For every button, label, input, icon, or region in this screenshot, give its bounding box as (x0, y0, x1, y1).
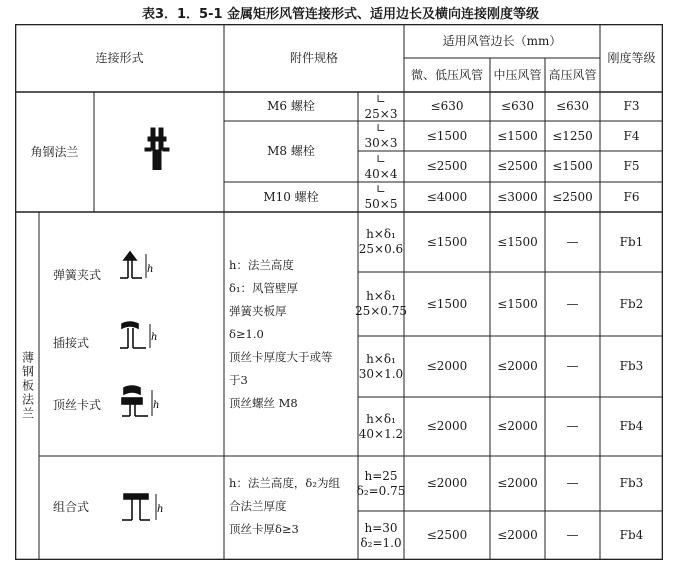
combined-row2-grade: Fb4 (619, 528, 644, 542)
angle-row1-size: ∟ 25×3 (364, 91, 398, 121)
header-rigidity-grade: 刚度等级 (607, 50, 656, 65)
form-spring-clip: 弹簧夹式 (53, 267, 102, 282)
combined-row1-mid: ≤2000 (497, 476, 538, 490)
angle-row3-mid: ≤2500 (497, 159, 538, 173)
angle-row1-low: ≤630 (430, 99, 464, 113)
thin-row2-size-line2: 25×0.75 (354, 304, 408, 318)
thin-row4-size (358, 397, 404, 456)
combined-row2-mid: ≤2000 (497, 528, 538, 542)
combined-row2-low: ≤2500 (426, 528, 468, 542)
thin-row4-size-line1: h×δ₁ (366, 411, 396, 426)
thin-row1-low: ≤1500 (426, 234, 468, 249)
angle-m8-bolt: M8 螺栓 (267, 144, 315, 158)
combined-row1-grade: Fb3 (619, 476, 644, 490)
thin-row4-high: — (566, 419, 579, 433)
angle-row4-bolt: M10 螺栓 (263, 189, 319, 204)
form-plug-in: 插接式 (53, 335, 90, 350)
thin-row3-low: ≤2000 (426, 359, 468, 373)
thin-row4-mid: ≤2000 (497, 419, 538, 433)
thin-row1-size (358, 212, 404, 272)
combined-row1-size-line1: h=25 (364, 468, 398, 483)
combined-row2-size-line1: h=30 (364, 520, 398, 535)
table-title: 表3．1．5-1 金属矩形风管连接形式、适用边长及横向连接刚度等级 (141, 7, 540, 22)
spec-line-2: δ₁：风管壁厚 (229, 281, 299, 295)
header-micro-low-pressure: 微、低压风管 (410, 67, 483, 82)
thin-row2-mid: ≤1500 (497, 296, 538, 311)
thin-row2-size-line1: h×δ₁ (366, 289, 396, 303)
spec-line-7: 顶丝螺丝 M8 (229, 396, 298, 410)
angle-row4-high: ≤2500 (552, 189, 593, 204)
fig-h-label-2: h (151, 332, 158, 343)
header-connection-form: 连接形式 (95, 50, 144, 65)
header-high-pressure: 高压风管 (548, 67, 597, 82)
angle-row3-high: ≤1500 (552, 159, 593, 173)
thin-row2-grade: Fb2 (619, 296, 644, 311)
angle-row4-low: ≤4000 (426, 189, 468, 204)
combined-row1-high: — (566, 476, 579, 490)
angle-row2-mid: ≤1500 (497, 128, 538, 143)
header-medium-pressure: 中压风管 (493, 67, 542, 82)
angle-row1-high: ≤630 (556, 99, 589, 113)
thin-row2-high: — (566, 296, 579, 311)
thin-row3-high: — (566, 359, 579, 373)
thin-row4-low: ≤2000 (426, 419, 468, 433)
form-combined: 组合式 (53, 499, 90, 514)
spec-line-4: δ≥1.0 (229, 327, 264, 341)
thin-row4-grade: Fb4 (619, 419, 644, 433)
angle-row1-bolt: M6 螺栓 (267, 99, 315, 113)
angle-flange-figure (137, 124, 177, 174)
top-screw-clip-figure (118, 382, 162, 426)
combined-figure (118, 486, 166, 530)
thin-row1-size-line1: h×δ₁ (366, 227, 396, 241)
combined-spec-line-1: h：法兰高度，δ₂为组 (229, 476, 340, 490)
angle-row3-low: ≤2500 (426, 159, 468, 173)
spec-line-1: h：法兰高度 (229, 258, 294, 272)
spec-line-6: 于3 (229, 373, 248, 387)
thin-row3-grade: Fb3 (619, 359, 644, 373)
angle-row2-low: ≤1500 (426, 128, 468, 143)
angle-row3-grade: F5 (623, 159, 640, 173)
angle-row4-size: ∟ 50×5 (364, 182, 398, 211)
thin-row1-mid: ≤1500 (497, 234, 538, 249)
angle-row4-mid: ≤3000 (497, 189, 538, 204)
thin-plate-flange-label: 薄钢板法兰 (20, 351, 35, 421)
fig-h-label-3: h (153, 400, 160, 411)
thin-row1-grade: Fb1 (619, 234, 644, 249)
thin-row3-size-line1: h×δ₁ (366, 351, 396, 366)
combined-spec-line-2: 合法兰厚度 (229, 499, 287, 513)
combined-row1-low: ≤2000 (426, 476, 468, 490)
plug-in-figure (118, 318, 158, 358)
angle-row3-size: ∟ 40×4 (364, 151, 398, 181)
combined-spec-line-3: 顶丝卡厚δ≥3 (229, 522, 299, 536)
combined-row1-size-line2: δ₂=0.75 (356, 483, 406, 498)
thin-row1-size-line2: 25×0.6 (358, 242, 404, 256)
thin-row2-size (354, 272, 408, 336)
angle-row1-mid: ≤630 (501, 99, 534, 113)
spring-clip-figure (118, 248, 154, 286)
thin-row1-high: — (566, 234, 579, 249)
thin-row3-size (358, 336, 404, 397)
spec-line-5: 顶丝卡厚度大于或等 (229, 350, 333, 364)
angle-row2-size: ∟ 30×3 (364, 121, 398, 150)
thin-row3-size-line2: 30×1.0 (358, 366, 404, 381)
spec-line-3: 弹簧夹板厚 (229, 304, 287, 318)
header-fitting-spec: 附件规格 (289, 50, 338, 65)
rigidity-table (15, 24, 663, 560)
form-top-screw-clip: 顶丝卡式 (53, 397, 102, 412)
header-edge-length: 适用风管边长（mm） (442, 33, 562, 48)
fig-h-label-1: h (147, 264, 154, 275)
angle-row2-grade: F4 (623, 128, 640, 143)
angle-row2-high: ≤1250 (552, 128, 593, 143)
combined-row2-high: — (566, 528, 579, 542)
thin-plate-spec-notes (229, 254, 357, 415)
combined-row1-size (358, 456, 404, 511)
angle-row1-grade: F3 (623, 99, 640, 113)
combined-row2-size (358, 511, 404, 560)
fig-h-label-4: h (157, 504, 164, 515)
combined-spec-notes (229, 472, 357, 541)
thin-row3-mid: ≤2000 (497, 359, 538, 373)
thin-row2-low: ≤1500 (426, 296, 468, 311)
angle-flange-label: 角钢法兰 (30, 144, 79, 159)
angle-row4-grade: F6 (623, 189, 640, 204)
combined-row2-size-line2: δ₂=1.0 (360, 535, 402, 550)
thin-row4-size-line2: 40×1.2 (358, 426, 404, 441)
